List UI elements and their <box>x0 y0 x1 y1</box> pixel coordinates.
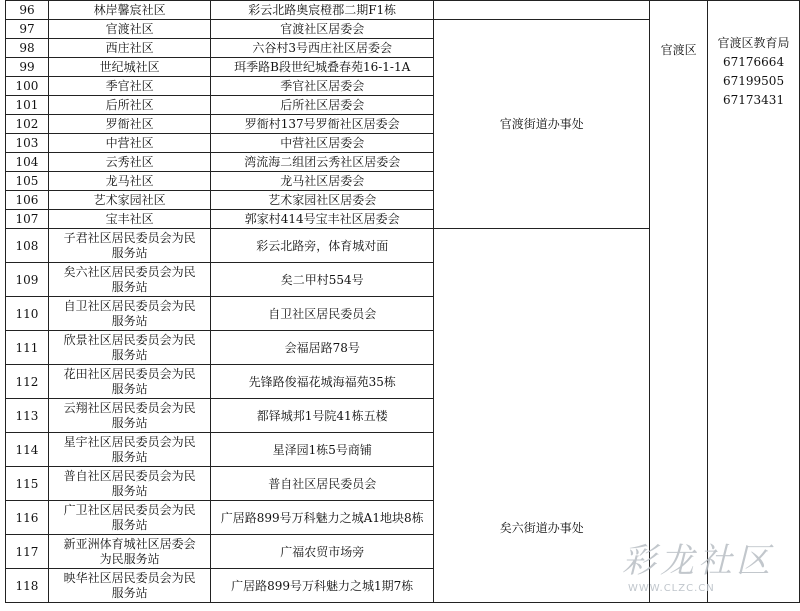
community-address: 自卫社区居民委员会 <box>211 297 434 331</box>
community-name: 星宇社区居民委员会为民 服务站 <box>48 433 210 467</box>
community-address: 后所社区居委会 <box>211 96 434 115</box>
community-name: 龙马社区 <box>48 172 210 191</box>
community-address: 都铎城邦1号院41栋五楼 <box>211 399 434 433</box>
community-address: 彩云北路旁，体育城对面 <box>211 229 434 263</box>
row-number: 113 <box>6 399 49 433</box>
community-address: 星泽园1栋5号商铺 <box>211 433 434 467</box>
community-name: 映华社区居民委员会为民 服务站 <box>48 569 210 603</box>
community-address: 广居路899号万科魅力之城A1地块8栋 <box>211 501 434 535</box>
row-number: 114 <box>6 433 49 467</box>
district-name: 官渡区 <box>660 43 697 57</box>
community-address: 广居路899号万科魅力之城1期7栋 <box>211 569 434 603</box>
office-cell-empty <box>434 1 650 20</box>
row-number: 108 <box>6 229 49 263</box>
contact-phone: 67199505 <box>723 74 785 88</box>
community-address: 艺术家园社区居委会 <box>211 191 434 210</box>
contact-phone: 67173431 <box>723 93 785 107</box>
row-number: 111 <box>6 331 49 365</box>
watermark-logo-text: 彩龙社区 <box>622 541 774 581</box>
community-address: 中营社区居委会 <box>211 134 434 153</box>
community-name: 花田社区居民委员会为民 服务站 <box>48 365 210 399</box>
community-address: 会福居路78号 <box>211 331 434 365</box>
row-number: 101 <box>6 96 49 115</box>
community-name: 季官社区 <box>48 77 210 96</box>
community-name: 林岸馨宸社区 <box>48 1 210 20</box>
row-number: 104 <box>6 153 49 172</box>
row-number: 109 <box>6 263 49 297</box>
row-number: 118 <box>6 569 49 603</box>
row-number: 99 <box>6 58 49 77</box>
community-name: 普自社区居民委员会为民 服务站 <box>48 467 210 501</box>
community-name: 云翔社区居民委员会为民 服务站 <box>48 399 210 433</box>
community-name: 艺术家园社区 <box>48 191 210 210</box>
contact-phone: 67176664 <box>723 55 785 69</box>
district-cell <box>650 1 708 603</box>
community-address: 郭家村414号宝丰社区居委会 <box>211 210 434 229</box>
row-number: 107 <box>6 210 49 229</box>
community-name: 新亚洲体育城社区居委会 为民服务站 <box>48 535 210 569</box>
office-guandu: 官渡街道办事处 <box>434 20 650 229</box>
row-number: 115 <box>6 467 49 501</box>
row-number: 116 <box>6 501 49 535</box>
community-address: 普自社区居民委员会 <box>211 467 434 501</box>
community-address: 湾流海二组团云秀社区居委会 <box>211 153 434 172</box>
row-number: 117 <box>6 535 49 569</box>
community-name: 西庄社区 <box>48 39 210 58</box>
community-name: 世纪城社区 <box>48 58 210 77</box>
community-name: 宝丰社区 <box>48 210 210 229</box>
community-name: 自卫社区居民委员会为民 服务站 <box>48 297 210 331</box>
row-number: 97 <box>6 20 49 39</box>
community-name: 云秀社区 <box>48 153 210 172</box>
school-district-table <box>5 0 800 603</box>
office-liuyi: 矣六街道办事处 <box>434 229 650 603</box>
row-number: 100 <box>6 77 49 96</box>
row-number: 110 <box>6 297 49 331</box>
community-address: 六谷村3号西庄社区居委会 <box>211 39 434 58</box>
row-number: 105 <box>6 172 49 191</box>
watermark-url: WWW.CLZC.CN <box>628 583 715 594</box>
community-name: 子君社区居民委员会为民 服务站 <box>48 229 210 263</box>
community-address: 龙马社区居委会 <box>211 172 434 191</box>
community-name: 中营社区 <box>48 134 210 153</box>
contact-cell <box>708 1 800 603</box>
row-number: 98 <box>6 39 49 58</box>
community-name: 欣景社区居民委员会为民 服务站 <box>48 331 210 365</box>
community-name: 官渡社区 <box>48 20 210 39</box>
community-address: 官渡社区居委会 <box>211 20 434 39</box>
community-name: 广卫社区居民委员会为民 服务站 <box>48 501 210 535</box>
row-number: 102 <box>6 115 49 134</box>
row-number: 112 <box>6 365 49 399</box>
community-name: 罗衙社区 <box>48 115 210 134</box>
community-address: 季官社区居委会 <box>211 77 434 96</box>
community-address: 矣二甲村554号 <box>211 263 434 297</box>
contact-org: 官渡区教育局 <box>717 36 790 50</box>
community-name: 矣六社区居民委员会为民 服务站 <box>48 263 210 297</box>
row-number: 103 <box>6 134 49 153</box>
row-number: 106 <box>6 191 49 210</box>
community-address: 彩云北路奥宸橙郡二期F1栋 <box>211 1 434 20</box>
community-address: 先锋路俊福花城海福苑35栋 <box>211 365 434 399</box>
row-number: 96 <box>6 1 49 20</box>
community-name: 后所社区 <box>48 96 210 115</box>
community-address: 珥季路B段世纪城叠春苑16-1-1A <box>211 58 434 77</box>
community-address: 罗衙村137号罗衙社区居委会 <box>211 115 434 134</box>
table-row <box>6 1 800 20</box>
community-address: 广福农贸市场旁 <box>211 535 434 569</box>
